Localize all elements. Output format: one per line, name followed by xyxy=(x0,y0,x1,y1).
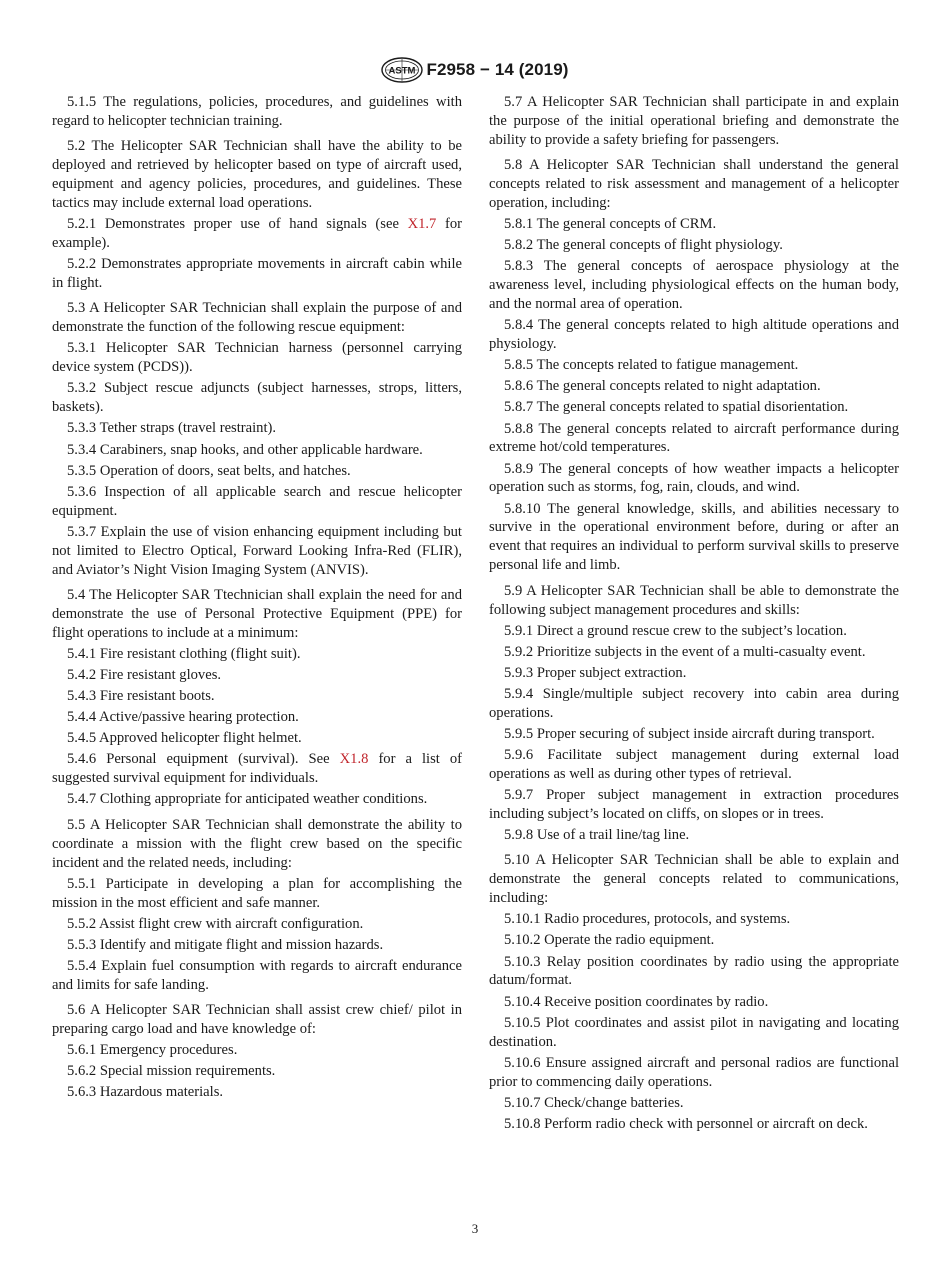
paragraph: 5.10.4 Receive position coordinates by radio. xyxy=(504,993,769,1010)
paragraph: 5.9.1 Direct a ground rescue crew to the subject’s location. xyxy=(504,622,847,639)
paragraph: 5.3.4 Carabiners, snap hooks, and other applicable hardware. xyxy=(67,441,423,458)
paragraph: 5.5.4 Explain fuel consumption with regards to aircraft endurance and limits for safe landing. xyxy=(52,957,462,993)
paragraph: 5.3.5 Operation of doors, seat belts, and hatches. xyxy=(67,462,351,479)
right-column xyxy=(489,93,899,1136)
paragraph: 5.3.3 Tether straps (travel restraint). xyxy=(67,420,277,437)
paragraph: 5.4 The Helicopter SAR Ttechnician shall explain the need for and demonstrate the use of Personal Protective Equipment (PPE) for flight operations to include at a minimum: xyxy=(52,586,462,641)
paragraph: 5.4.7 Clothing appropriate for anticipated weather conditions. xyxy=(67,791,428,808)
paragraph: 5.8.1 The general concepts of CRM. xyxy=(504,216,717,233)
paragraph: 5.6.3 Hazardous materials. xyxy=(67,1084,224,1101)
text-after: for example). xyxy=(52,216,463,252)
paragraph xyxy=(52,750,462,788)
paragraph: 5.3.2 Subject rescue adjuncts (subject harnesses, strops, litters, baskets). xyxy=(52,380,462,416)
paragraph: 5.1.5 The regulations, policies, procedures, and guidelines with regard to helicopter technician training. xyxy=(52,94,462,129)
paragraph: 5.9.7 Proper subject management in extraction procedures including subject’s located on cliffs, on slopes or in trees. xyxy=(489,787,899,822)
paragraph: 5.3.7 Explain the use of vision enhancing equipment including but not limited to Electro Optical, Forward Looking Infra-Red (FLIR), and Aviator’s Night Vision Imaging System (ANVIS). xyxy=(52,523,462,578)
paragraph: 5.8.8 The general concepts related to aircraft performance during extreme hot/cold temperatures. xyxy=(489,420,899,456)
paragraph: 5.9.2 Prioritize subjects in the event of a multi-casualty event. xyxy=(504,643,866,660)
paragraph: 5.8.7 The general concepts related to spatial disorientation. xyxy=(504,399,849,416)
paragraph: 5.10.6 Ensure assigned aircraft and personal radios are functional prior to commencing daily operations. xyxy=(489,1054,899,1090)
paragraph: 5.4.3 Fire resistant boots. xyxy=(67,688,215,705)
standard-designation: F2958 − 14 (2019) xyxy=(426,60,569,79)
paragraph: 5.8.6 The general concepts related to night adaptation. xyxy=(504,378,821,395)
paragraph: 5.10.1 Radio procedures, protocols, and systems. xyxy=(504,911,791,928)
paragraph: 5.2.2 Demonstrates appropriate movements in aircraft cabin while in flight. xyxy=(52,256,462,292)
paragraph: 5.8.9 The general concepts of how weather impacts a helicopter operation such as storms, fog, rain, clouds, and wind. xyxy=(489,460,899,496)
text-before: 5.4.6 Personal equipment (survival). See xyxy=(67,751,340,768)
paragraph: 5.10 A Helicopter SAR Technician shall be able to explain and demonstrate the general concepts related to communications, including: xyxy=(489,852,899,907)
paragraph: 5.9.6 Facilitate subject management during external load operations as well as during other types of retrieval. xyxy=(489,747,899,782)
paragraph: 5.6.2 Special mission requirements. xyxy=(67,1063,276,1080)
paragraph: 5.4.5 Approved helicopter flight helmet. xyxy=(67,730,302,747)
paragraph: 5.6 A Helicopter SAR Technician shall assist crew chief/ pilot in preparing cargo load and have knowledge of: xyxy=(52,1002,462,1038)
paragraph: 5.9 A Helicopter SAR Technician shall be able to demonstrate the following subject management procedures and skills: xyxy=(489,582,899,618)
paragraph: 5.2 The Helicopter SAR Technician shall have the ability to be deployed and retrieved by helicopter based on type of aircraft used, equipment and agency policies, procedures, and guidelines. These tactics may include external load operations. xyxy=(52,138,462,212)
page-number: 3 xyxy=(471,1221,479,1236)
paragraph: 5.10.7 Check/change batteries. xyxy=(504,1094,684,1111)
paragraph: 5.5.3 Identify and mitigate flight and mission hazards. xyxy=(67,936,384,953)
paragraph: 5.4.1 Fire resistant clothing (flight suit). xyxy=(67,645,301,662)
paragraph xyxy=(52,215,462,253)
paragraph: 5.9.4 Single/multiple subject recovery into cabin area during operations. xyxy=(489,685,899,721)
paragraph: 5.10.2 Operate the radio equipment. xyxy=(504,932,715,949)
paragraph: 5.6.1 Emergency procedures. xyxy=(67,1042,238,1059)
paragraph: 5.10.8 Perform radio check with personnel or aircraft on deck. xyxy=(504,1115,868,1132)
paragraph: 5.4.2 Fire resistant gloves. xyxy=(67,666,222,683)
text-after: for a list of suggested survival equipment for individuals. xyxy=(52,751,463,787)
text-before: 5.2.1 Demonstrates proper use of hand signals (see xyxy=(67,216,408,233)
paragraph: 5.5 A Helicopter SAR Technician shall demonstrate the ability to coordinate a mission with the flight crew based on the specific incident and the related needs, including: xyxy=(52,816,462,871)
paragraph: 5.3.1 Helicopter SAR Technician harness (personnel carrying device system (PCDS)). xyxy=(52,340,462,376)
astm-logo-icon xyxy=(381,57,423,83)
paragraph: 5.10.5 Plot coordinates and assist pilot in navigating and locating destination. xyxy=(489,1014,899,1050)
page-header xyxy=(0,57,950,83)
paragraph: 5.7 A Helicopter SAR Technician shall participate in and explain the purpose of the initial operational briefing and demonstrate the ability to provide a safety briefing for passengers. xyxy=(489,94,899,148)
paragraph: 5.8.10 The general knowledge, skills, and abilities necessary to survive in the operational environment before, during or after an event that requires an individual to perform survival skills to preserve personal life and limb. xyxy=(489,500,899,574)
paragraph: 5.5.2 Assist flight crew with aircraft configuration. xyxy=(67,915,364,932)
paragraph: 5.9.5 Proper securing of subject inside aircraft during transport. xyxy=(504,725,875,742)
svg-text:ASTM: ASTM xyxy=(389,65,416,77)
paragraph: 5.9.3 Proper subject extraction. xyxy=(504,664,687,681)
cross-reference-link[interactable]: X1.7 xyxy=(407,216,437,233)
paragraph: 5.3 A Helicopter SAR Technician shall explain the purpose of and demonstrate the function of the following rescue equipment: xyxy=(52,300,462,336)
left-column xyxy=(52,93,462,1104)
paragraph: 5.8.3 The general concepts of aerospace physiology at the awareness level, including physiological effects on the human body, and the normal area of operation. xyxy=(489,258,899,313)
paragraph: 5.3.6 Inspection of all applicable search and rescue helicopter equipment. xyxy=(52,483,462,519)
paragraph: 5.10.3 Relay position coordinates by radio using the appropriate datum/format. xyxy=(489,953,899,989)
paragraph: 5.5.1 Participate in developing a plan for accomplishing the mission in the most efficient and safe manner. xyxy=(52,875,462,911)
paragraph: 5.8 A Helicopter SAR Technician shall understand the general concepts related to risk assessment and management of a helicopter operation, including: xyxy=(489,157,899,212)
paragraph: 5.9.8 Use of a trail line/tag line. xyxy=(504,827,690,843)
paragraph: 5.4.4 Active/passive hearing protection. xyxy=(67,709,299,726)
paragraph: 5.8.5 The concepts related to fatigue management. xyxy=(504,357,799,374)
paragraph: 5.8.2 The general concepts of flight physiology. xyxy=(504,237,783,254)
cross-reference-link[interactable]: X1.8 xyxy=(339,751,369,768)
paragraph: 5.8.4 The general concepts related to high altitude operations and physiology. xyxy=(489,317,899,353)
